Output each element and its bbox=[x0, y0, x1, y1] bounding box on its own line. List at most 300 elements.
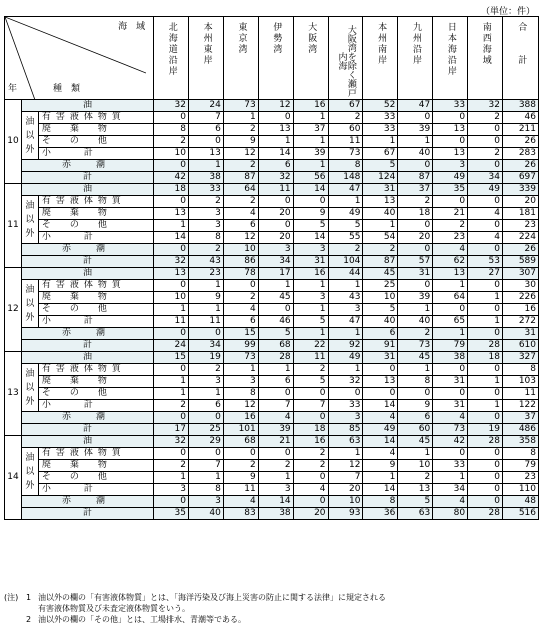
row-label: 油 bbox=[21, 100, 153, 112]
non-oil-char: 油 bbox=[25, 452, 35, 463]
table-row bbox=[5, 136, 539, 148]
table-row bbox=[5, 376, 539, 388]
value-cell: 13 bbox=[363, 376, 398, 388]
note-text: 油以外の欄の「有害液体物質」とは、「海洋汚染及び海上災害の防止に関する法律」に規定される bbox=[38, 593, 386, 602]
value-cell: 1 bbox=[188, 280, 223, 292]
value-cell: 63 bbox=[398, 508, 433, 520]
value-cell: 0 bbox=[433, 112, 468, 124]
value-cell: 54 bbox=[363, 232, 398, 244]
row-label: 廃 棄 物 bbox=[38, 292, 153, 304]
value-cell: 1 bbox=[328, 328, 363, 340]
value-cell: 8 bbox=[328, 160, 363, 172]
value-cell: 44 bbox=[328, 268, 363, 280]
value-cell: 4 bbox=[258, 412, 293, 424]
sea-header: 日本海沿岸 bbox=[433, 17, 468, 100]
non-oil-char: 油 bbox=[25, 200, 35, 211]
row-label: 油 bbox=[21, 268, 153, 280]
value-cell: 2 bbox=[223, 124, 258, 136]
notes bbox=[4, 592, 539, 625]
value-cell: 1 bbox=[258, 280, 293, 292]
value-cell: 0 bbox=[293, 496, 328, 508]
value-cell: 18 bbox=[398, 208, 433, 220]
table-wrapper bbox=[4, 16, 539, 520]
non-oil-char: 外 bbox=[25, 228, 35, 239]
row-total-cell: 339 bbox=[502, 184, 538, 196]
non-oil-category-cell bbox=[21, 196, 38, 244]
value-cell: 9 bbox=[398, 400, 433, 412]
value-cell: 31 bbox=[363, 184, 398, 196]
table-row bbox=[5, 424, 539, 436]
value-cell: 0 bbox=[468, 196, 503, 208]
value-cell: 0 bbox=[223, 280, 258, 292]
header-corner bbox=[5, 17, 154, 100]
value-cell: 20 bbox=[258, 232, 293, 244]
value-cell: 101 bbox=[223, 424, 258, 436]
value-cell: 0 bbox=[468, 460, 503, 472]
value-cell: 42 bbox=[433, 436, 468, 448]
value-cell: 64 bbox=[433, 292, 468, 304]
value-cell: 21 bbox=[433, 208, 468, 220]
value-cell: 60 bbox=[328, 124, 363, 136]
row-total-cell: 697 bbox=[502, 172, 538, 184]
non-oil-char: 油 bbox=[25, 116, 35, 127]
value-cell: 0 bbox=[433, 388, 468, 400]
value-cell: 1 bbox=[398, 364, 433, 376]
value-cell: 16 bbox=[293, 100, 328, 112]
value-cell: 0 bbox=[154, 112, 189, 124]
value-cell: 2 bbox=[468, 148, 503, 160]
value-cell: 2 bbox=[328, 244, 363, 256]
value-cell: 1 bbox=[154, 472, 189, 484]
value-cell: 3 bbox=[154, 484, 189, 496]
value-cell: 0 bbox=[154, 496, 189, 508]
value-cell: 148 bbox=[328, 172, 363, 184]
non-oil-char: 外 bbox=[25, 480, 35, 491]
value-cell: 14 bbox=[258, 496, 293, 508]
sea-header: 大阪湾 bbox=[293, 17, 328, 100]
value-cell: 1 bbox=[328, 364, 363, 376]
non-oil-char: 油 bbox=[25, 368, 35, 379]
value-cell: 1 bbox=[258, 472, 293, 484]
note-text: 油以外の欄の「その他」とは、工場排水、青潮等である。 bbox=[38, 615, 246, 624]
non-oil-category-cell bbox=[21, 112, 38, 160]
value-cell: 2 bbox=[188, 196, 223, 208]
sea-header: 大阪湾を除く瀬戸内海 bbox=[328, 17, 363, 100]
value-cell: 4 bbox=[293, 484, 328, 496]
sea-header: 東京湾 bbox=[223, 17, 258, 100]
table-row bbox=[5, 232, 539, 244]
value-cell: 2 bbox=[154, 136, 189, 148]
value-cell: 68 bbox=[258, 340, 293, 352]
value-cell: 1 bbox=[188, 472, 223, 484]
value-cell: 6 bbox=[363, 328, 398, 340]
value-cell: 47 bbox=[328, 316, 363, 328]
value-cell: 33 bbox=[328, 400, 363, 412]
value-cell: 0 bbox=[468, 244, 503, 256]
row-total-cell: 122 bbox=[502, 400, 538, 412]
row-label: 有害液体物質 bbox=[38, 448, 153, 460]
value-cell: 34 bbox=[468, 172, 503, 184]
row-label: 小 計 bbox=[38, 400, 153, 412]
value-cell: 22 bbox=[293, 340, 328, 352]
value-cell: 8 bbox=[223, 388, 258, 400]
sea-header: 本州南岸 bbox=[363, 17, 398, 100]
year-cell: 11 bbox=[5, 184, 22, 268]
value-cell: 1 bbox=[154, 220, 189, 232]
value-cell: 0 bbox=[433, 304, 468, 316]
row-label: 赤 潮 bbox=[21, 496, 153, 508]
value-cell: 28 bbox=[258, 352, 293, 364]
value-cell: 0 bbox=[188, 328, 223, 340]
value-cell: 87 bbox=[398, 172, 433, 184]
row-label: 廃 棄 物 bbox=[38, 376, 153, 388]
non-oil-char: 以 bbox=[25, 214, 35, 225]
row-total-cell: 358 bbox=[502, 436, 538, 448]
value-cell: 2 bbox=[188, 244, 223, 256]
value-cell: 16 bbox=[223, 412, 258, 424]
row-label: 廃 棄 物 bbox=[38, 460, 153, 472]
value-cell: 65 bbox=[433, 316, 468, 328]
value-cell: 13 bbox=[154, 208, 189, 220]
row-total-cell: 48 bbox=[502, 496, 538, 508]
value-cell: 1 bbox=[258, 136, 293, 148]
note-text: 有害液体物質及び未査定液体物質をいう。 bbox=[38, 604, 190, 613]
value-cell: 6 bbox=[223, 220, 258, 232]
value-cell: 2 bbox=[154, 400, 189, 412]
value-cell: 2 bbox=[258, 460, 293, 472]
value-cell: 1 bbox=[398, 448, 433, 460]
row-label: 油 bbox=[21, 352, 153, 364]
value-cell: 13 bbox=[154, 268, 189, 280]
row-label: 小 計 bbox=[38, 484, 153, 496]
value-cell: 2 bbox=[398, 328, 433, 340]
value-cell: 10 bbox=[363, 292, 398, 304]
value-cell: 45 bbox=[398, 352, 433, 364]
value-cell: 13 bbox=[363, 196, 398, 208]
value-cell: 10 bbox=[328, 496, 363, 508]
value-cell: 0 bbox=[154, 328, 189, 340]
value-cell: 14 bbox=[293, 232, 328, 244]
value-cell: 1 bbox=[258, 364, 293, 376]
value-cell: 0 bbox=[154, 364, 189, 376]
value-cell: 4 bbox=[433, 496, 468, 508]
value-cell: 1 bbox=[293, 160, 328, 172]
value-cell: 9 bbox=[223, 136, 258, 148]
value-cell: 0 bbox=[468, 280, 503, 292]
row-total-cell: 327 bbox=[502, 352, 538, 364]
table-row bbox=[5, 184, 539, 196]
value-cell: 40 bbox=[398, 148, 433, 160]
value-cell: 3 bbox=[188, 208, 223, 220]
row-total-cell: 181 bbox=[502, 208, 538, 220]
value-cell: 6 bbox=[258, 160, 293, 172]
value-cell: 6 bbox=[188, 124, 223, 136]
header-row bbox=[5, 17, 539, 100]
value-cell: 0 bbox=[293, 388, 328, 400]
value-cell: 13 bbox=[433, 124, 468, 136]
value-cell: 2 bbox=[223, 292, 258, 304]
value-cell: 93 bbox=[328, 508, 363, 520]
value-cell: 1 bbox=[468, 316, 503, 328]
value-cell: 5 bbox=[398, 496, 433, 508]
value-cell: 79 bbox=[433, 340, 468, 352]
value-cell: 49 bbox=[433, 172, 468, 184]
value-cell: 5 bbox=[258, 328, 293, 340]
value-cell: 4 bbox=[223, 496, 258, 508]
row-label: 小 計 bbox=[38, 316, 153, 328]
value-cell: 12 bbox=[223, 400, 258, 412]
row-label: 赤 潮 bbox=[21, 244, 153, 256]
table-row bbox=[5, 340, 539, 352]
row-label: 計 bbox=[21, 256, 153, 268]
value-cell: 0 bbox=[468, 484, 503, 496]
unit-label: （単位：件） bbox=[480, 7, 535, 17]
value-cell: 0 bbox=[258, 220, 293, 232]
value-cell: 78 bbox=[223, 268, 258, 280]
row-total-cell: 11 bbox=[502, 388, 538, 400]
value-cell: 8 bbox=[188, 232, 223, 244]
value-cell: 67 bbox=[363, 148, 398, 160]
value-cell: 0 bbox=[468, 124, 503, 136]
value-cell: 45 bbox=[258, 292, 293, 304]
note-number: 1 bbox=[26, 593, 32, 602]
value-cell: 12 bbox=[223, 148, 258, 160]
value-cell: 33 bbox=[188, 184, 223, 196]
value-cell: 0 bbox=[363, 388, 398, 400]
value-cell: 3 bbox=[293, 244, 328, 256]
value-cell: 33 bbox=[433, 460, 468, 472]
table-row bbox=[5, 460, 539, 472]
value-cell: 47 bbox=[328, 184, 363, 196]
row-label: 小 計 bbox=[38, 148, 153, 160]
value-cell: 38 bbox=[188, 172, 223, 184]
value-cell: 1 bbox=[363, 136, 398, 148]
value-cell: 8 bbox=[398, 376, 433, 388]
value-cell: 9 bbox=[293, 208, 328, 220]
value-cell: 20 bbox=[328, 484, 363, 496]
value-cell: 64 bbox=[223, 184, 258, 196]
value-cell: 49 bbox=[328, 208, 363, 220]
value-cell: 49 bbox=[468, 184, 503, 196]
value-cell: 10 bbox=[398, 460, 433, 472]
value-cell: 31 bbox=[433, 376, 468, 388]
value-cell: 10 bbox=[223, 244, 258, 256]
value-cell: 9 bbox=[223, 472, 258, 484]
row-label: 有害液体物質 bbox=[38, 280, 153, 292]
value-cell: 43 bbox=[188, 256, 223, 268]
value-cell: 36 bbox=[363, 508, 398, 520]
value-cell: 6 bbox=[258, 376, 293, 388]
row-label: そ の 他 bbox=[38, 136, 153, 148]
value-cell: 8 bbox=[363, 496, 398, 508]
value-cell: 1 bbox=[363, 220, 398, 232]
value-cell: 3 bbox=[223, 376, 258, 388]
value-cell: 1 bbox=[188, 304, 223, 316]
non-oil-char: 以 bbox=[25, 466, 35, 477]
value-cell: 2 bbox=[154, 460, 189, 472]
table-row bbox=[5, 448, 539, 460]
table-row bbox=[5, 352, 539, 364]
value-cell: 11 bbox=[188, 316, 223, 328]
value-cell: 0 bbox=[398, 160, 433, 172]
table-row bbox=[5, 196, 539, 208]
value-cell: 1 bbox=[293, 328, 328, 340]
value-cell: 18 bbox=[468, 352, 503, 364]
value-cell: 7 bbox=[293, 400, 328, 412]
value-cell: 40 bbox=[363, 208, 398, 220]
value-cell: 0 bbox=[468, 472, 503, 484]
value-cell: 0 bbox=[468, 448, 503, 460]
table-row bbox=[5, 208, 539, 220]
pollution-table bbox=[4, 16, 539, 520]
table-row bbox=[5, 304, 539, 316]
row-label: 廃 棄 物 bbox=[38, 124, 153, 136]
row-total-cell: 211 bbox=[502, 124, 538, 136]
sea-header: 九州沿岸 bbox=[398, 17, 433, 100]
row-total-cell: 272 bbox=[502, 316, 538, 328]
row-label: 有害液体物質 bbox=[38, 196, 153, 208]
value-cell: 8 bbox=[154, 124, 189, 136]
table-row bbox=[5, 256, 539, 268]
value-cell: 92 bbox=[328, 340, 363, 352]
value-cell: 1 bbox=[293, 280, 328, 292]
row-total-cell: 20 bbox=[502, 196, 538, 208]
value-cell: 1 bbox=[433, 280, 468, 292]
table-row bbox=[5, 280, 539, 292]
value-cell: 2 bbox=[398, 196, 433, 208]
value-cell: 5 bbox=[363, 160, 398, 172]
value-cell: 0 bbox=[293, 412, 328, 424]
value-cell: 2 bbox=[223, 460, 258, 472]
table-row bbox=[5, 244, 539, 256]
value-cell: 33 bbox=[363, 112, 398, 124]
value-cell: 1 bbox=[468, 376, 503, 388]
table-row bbox=[5, 496, 539, 508]
table-row bbox=[5, 316, 539, 328]
corner-year-label: 年 bbox=[8, 84, 18, 94]
value-cell: 0 bbox=[468, 364, 503, 376]
value-cell: 23 bbox=[433, 232, 468, 244]
value-cell: 2 bbox=[293, 448, 328, 460]
value-cell: 32 bbox=[328, 376, 363, 388]
value-cell: 33 bbox=[363, 124, 398, 136]
value-cell: 62 bbox=[433, 256, 468, 268]
value-cell: 0 bbox=[154, 196, 189, 208]
value-cell: 11 bbox=[258, 184, 293, 196]
value-cell: 4 bbox=[468, 232, 503, 244]
row-label: 赤 潮 bbox=[21, 328, 153, 340]
value-cell: 1 bbox=[328, 196, 363, 208]
value-cell: 1 bbox=[154, 304, 189, 316]
table-row bbox=[5, 220, 539, 232]
value-cell: 23 bbox=[188, 268, 223, 280]
note-item-cont bbox=[4, 603, 539, 614]
value-cell: 1 bbox=[468, 400, 503, 412]
value-cell: 99 bbox=[223, 340, 258, 352]
year-cell: 12 bbox=[5, 268, 22, 352]
row-label: 小 計 bbox=[38, 232, 153, 244]
value-cell: 0 bbox=[433, 364, 468, 376]
non-oil-char: 外 bbox=[25, 312, 35, 323]
table-row bbox=[5, 436, 539, 448]
value-cell: 13 bbox=[433, 148, 468, 160]
value-cell: 25 bbox=[188, 424, 223, 436]
row-label: 廃 棄 物 bbox=[38, 208, 153, 220]
value-cell: 0 bbox=[468, 304, 503, 316]
note-item bbox=[4, 592, 539, 603]
table-row bbox=[5, 292, 539, 304]
row-total-cell: 26 bbox=[502, 244, 538, 256]
value-cell: 18 bbox=[293, 424, 328, 436]
value-cell: 2 bbox=[328, 112, 363, 124]
value-cell: 1 bbox=[223, 364, 258, 376]
value-cell: 39 bbox=[398, 124, 433, 136]
row-total-cell: 610 bbox=[502, 340, 538, 352]
value-cell: 1 bbox=[293, 112, 328, 124]
value-cell: 34 bbox=[433, 484, 468, 496]
table-row bbox=[5, 484, 539, 496]
value-cell: 14 bbox=[363, 484, 398, 496]
row-total-cell: 37 bbox=[502, 412, 538, 424]
non-oil-char: 以 bbox=[25, 382, 35, 393]
note-number: 2 bbox=[26, 615, 32, 624]
value-cell: 18 bbox=[154, 184, 189, 196]
table-row bbox=[5, 472, 539, 484]
value-cell: 1 bbox=[223, 112, 258, 124]
table-row bbox=[5, 112, 539, 124]
value-cell: 28 bbox=[468, 340, 503, 352]
year-cell: 13 bbox=[5, 352, 22, 436]
value-cell: 0 bbox=[188, 412, 223, 424]
sea-header: 南西海域 bbox=[468, 17, 503, 100]
value-cell: 40 bbox=[398, 316, 433, 328]
value-cell: 5 bbox=[293, 316, 328, 328]
value-cell: 2 bbox=[293, 364, 328, 376]
value-cell: 24 bbox=[188, 100, 223, 112]
value-cell: 5 bbox=[363, 304, 398, 316]
table-row bbox=[5, 124, 539, 136]
value-cell: 38 bbox=[258, 508, 293, 520]
value-cell: 55 bbox=[328, 232, 363, 244]
value-cell: 83 bbox=[223, 508, 258, 520]
value-cell: 21 bbox=[258, 436, 293, 448]
value-cell: 33 bbox=[433, 100, 468, 112]
value-cell: 4 bbox=[223, 208, 258, 220]
row-label: 油 bbox=[21, 436, 153, 448]
value-cell: 39 bbox=[293, 148, 328, 160]
value-cell: 32 bbox=[258, 172, 293, 184]
notes-label: (注) bbox=[4, 593, 19, 602]
value-cell: 13 bbox=[433, 268, 468, 280]
value-cell: 1 bbox=[154, 388, 189, 400]
value-cell: 31 bbox=[398, 268, 433, 280]
value-cell: 28 bbox=[468, 436, 503, 448]
value-cell: 1 bbox=[293, 304, 328, 316]
value-cell: 2 bbox=[223, 160, 258, 172]
value-cell: 15 bbox=[223, 328, 258, 340]
non-oil-char: 外 bbox=[25, 144, 35, 155]
row-label: 計 bbox=[21, 424, 153, 436]
row-total-cell: 224 bbox=[502, 232, 538, 244]
value-cell: 37 bbox=[293, 124, 328, 136]
value-cell: 1 bbox=[188, 160, 223, 172]
value-cell: 12 bbox=[223, 232, 258, 244]
value-cell: 1 bbox=[398, 136, 433, 148]
value-cell: 40 bbox=[188, 508, 223, 520]
value-cell: 7 bbox=[188, 112, 223, 124]
table-row bbox=[5, 400, 539, 412]
value-cell: 73 bbox=[328, 148, 363, 160]
